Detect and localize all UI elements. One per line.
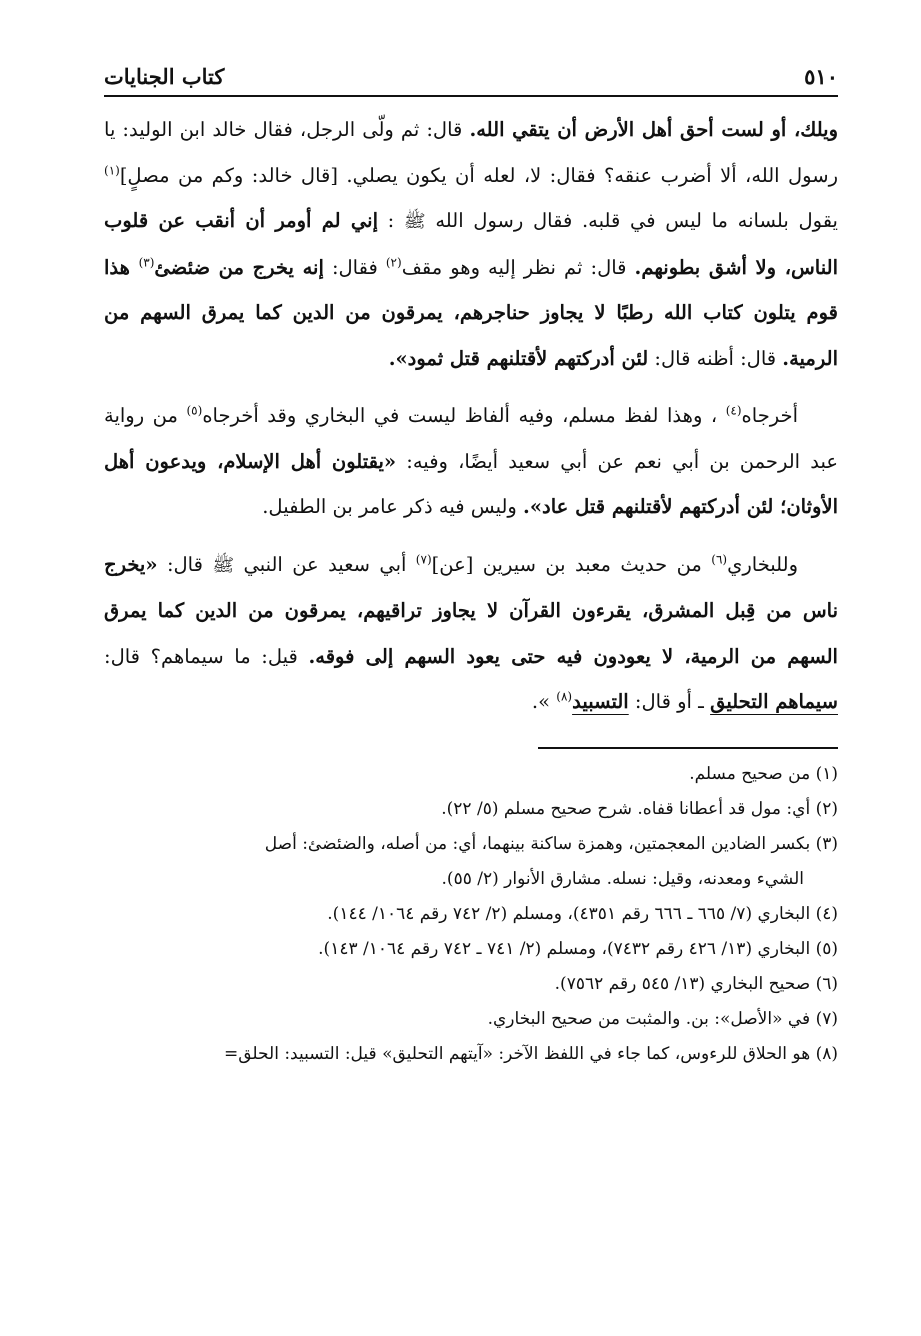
text-segment: وليس فيه ذكر عامر بن الطفيل. [262,495,524,518]
text-segment: قال: [157,552,213,576]
paragraph [104,542,838,725]
footnote: (٣) بكسر الضادين المعجمتين، وهمزة ساكنة بينهما، أي: من أصله، والضئضئ: أصل [264,833,838,854]
footnote-ref: (٥) [186,403,203,418]
footnote-continuation: الشيء ومعدنه، وقيل: نسله. مشارق الأنوار (٢/ ٥٥). [441,868,804,889]
text-segment: لئن أدركتهم لأقتلنهم قتل ثمود». [388,346,649,370]
text-segment: يقول بلسانه ما ليس في قلبه. فقال رسول الله [425,209,838,232]
text-segment: قال: ثم ولّى الرجل، فقال خالد ابن الوليد: يا رسول الله، ألا أضرب عنقه؟ فقال: لا، لعله أن يكون يصلي. [104,118,838,187]
text-segment: من حديث معبد بن سيرين [عن] [431,552,712,576]
paragraph [104,393,838,530]
page-number: ٥١٠ [804,64,838,89]
footnote-ref: (٨) [556,689,573,704]
page-header [104,64,838,97]
footnote-ref: (٤) [725,403,742,418]
footnote-ref: (٧) [415,552,432,566]
honorific-glyph: ﷺ [403,211,426,232]
text-segment: هذا قوم يتلون كتاب الله رطبًا لا يجاوز حناجرهم، يمرقون من الدين كما يمرق السهم من الرمية. [104,255,838,370]
footnote-ref: (٦) [711,552,728,566]
footnote-separator [538,747,838,749]
chapter-title: كتاب الجنايات [104,64,225,89]
footnote: (٤) البخاري (٧/ ٦٦٥ ـ ٦٦٦ رقم ٤٣٥١)، ومسلم (٢/ ٧٤٢ رقم ١٠٦٤/ ١٤٤). [327,903,838,924]
footnote-ref: (٣) [138,255,155,269]
text-segment: فقال: [323,255,386,279]
text-segment: «يخرج ناس من قِبل المشرق، يقرءون القرآن لا يجاوز تراقيهم، يمرقون من الدين كما يمرق السهم من الرمية، لا يعودون فيه حتى يعود السهم إلى فوقه. [104,552,838,668]
text-segment: قال: ثم نظر إليه وهو مقف [401,255,635,279]
text-segment: ، وهذا لفظ مسلم، وفيه ألفاظ ليست في البخاري وقد أخرجاه [202,404,726,427]
footnote: (٦) صحيح البخاري (١٣/ ٥٤٥ رقم ٧٥٦٢). [554,973,838,994]
footnote-ref: (٢) [385,255,402,269]
text-segment: أبي سعيد عن النبي [234,552,416,576]
text-segment: إني لم أومر أن أنقب عن قلوب الناس، ولا أشق بطونهم. [104,209,838,279]
text-segment: أخرجاه [741,404,798,427]
paragraph [104,107,838,381]
text-segment: ويلك، أو لست أحق أهل الأرض أن يتقي الله. [469,118,838,141]
main-text [104,107,838,725]
text-segment: ـ أو قال: [628,690,711,713]
text-segment: وللبخاري [727,552,798,576]
footnote: (٨) هو الحلاق للرءوس، كما جاء في اللفظ الآخر: «آيتهم التحليق» قيل: التسبيد: الحلق= [223,1043,838,1064]
text-segment: «يقتلون أهل الإسلام، ويدعون أهل الأوثان؛ لئن أدركتهم لأقتلنهم قتل عاد». [104,449,838,518]
text-segment: قيل: ما سيماهم؟ قال: [104,644,309,668]
footnote: (٥) البخاري (١٣/ ٤٢٦ رقم ٧٤٣٢)، ومسلم (٢/ ٧٤١ ـ ٧٤٢ رقم ١٠٦٤/ ١٤٣). [318,938,838,959]
footnote: (٧) في «الأصل»: بن. والمثبت من صحيح البخاري. [487,1008,838,1029]
honorific-glyph: ﷺ [212,554,235,576]
text-segment: سيماهم التحليق [710,690,838,713]
footnote: (٢) أي: مول قد أعطانا قفاه. شرح صحيح مسلم (٥/ ٢٢). [441,798,838,819]
book-page [104,64,838,1072]
footnote-ref: (١) [104,163,120,177]
footnotes [104,757,838,1072]
text-segment: [قال خالد: وكم من مصلٍ] [119,163,338,187]
text-segment: : [377,209,404,232]
text-segment: من رواية عبد الرحمن بن أبي نعم عن أبي سعيد أيضًا، وفيه: [104,404,838,473]
text-segment: قال: أظنه قال: [648,346,783,370]
text-segment: إنه يخرج من ضئضئ [154,255,324,279]
text-segment: التسبيد [572,690,629,713]
text-segment: ». [531,690,557,713]
footnote: (١) من صحيح مسلم. [689,763,838,784]
